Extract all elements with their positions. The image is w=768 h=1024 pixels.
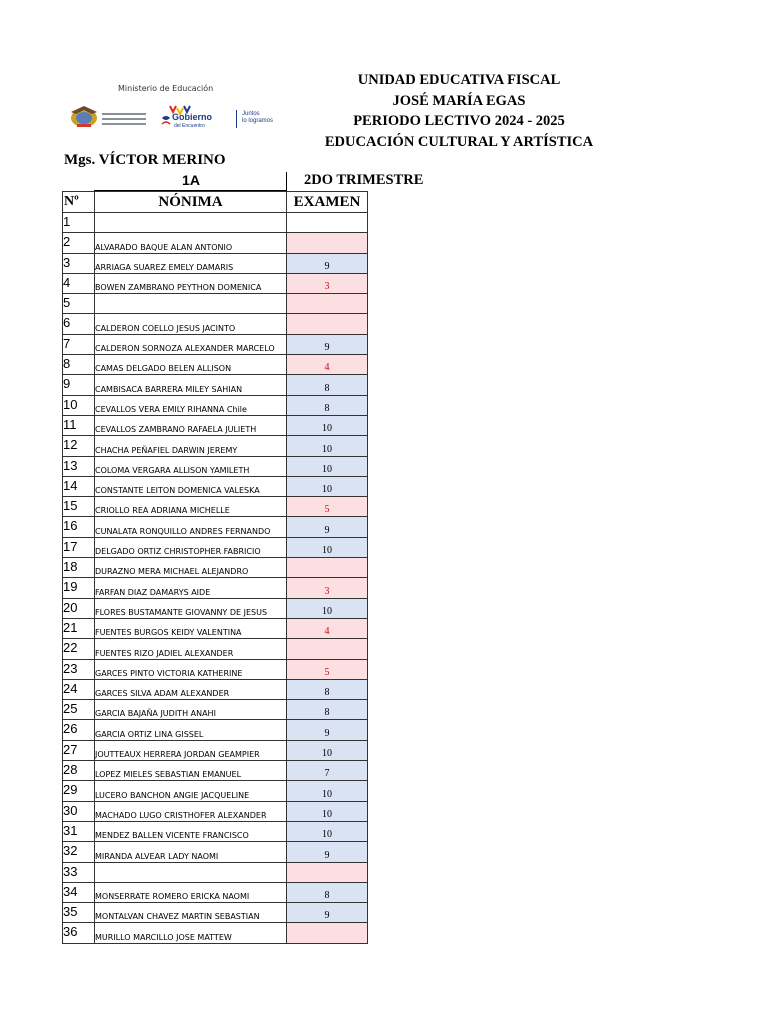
exam-grade: 3 bbox=[287, 273, 368, 293]
row-number: 21 bbox=[63, 618, 95, 638]
row-number: 25 bbox=[63, 700, 95, 720]
exam-grade: 9 bbox=[287, 720, 368, 740]
student-name: CAMBISACA BARRERA MILEY SAHIAN bbox=[95, 375, 287, 395]
table-row bbox=[63, 801, 368, 821]
exam-grade bbox=[287, 213, 368, 233]
student-name: MURILLO MARCILLO JOSE MATTEW bbox=[95, 923, 287, 943]
header-name: NÓNIMA bbox=[95, 192, 287, 213]
student-name: BOWEN ZAMBRANO PEYTHON DOMENICA bbox=[95, 273, 287, 293]
motto bbox=[242, 111, 273, 125]
exam-grade bbox=[287, 233, 368, 253]
row-number: 16 bbox=[63, 517, 95, 537]
table-row bbox=[63, 213, 368, 233]
row-number: 8 bbox=[63, 355, 95, 375]
row-number: 7 bbox=[63, 334, 95, 354]
exam-grade: 4 bbox=[287, 618, 368, 638]
subject-name: EDUCACIÓN CULTURAL Y ARTÍSTICA bbox=[324, 133, 594, 150]
student-name bbox=[95, 862, 287, 882]
school-type: UNIDAD EDUCATIVA FISCAL bbox=[357, 72, 561, 88]
exam-grade: 10 bbox=[287, 598, 368, 618]
course-label: 1A bbox=[182, 172, 200, 188]
student-name: GARCIA ORTIZ LINA GISSEL bbox=[95, 720, 287, 740]
republic-label-lines bbox=[102, 110, 146, 128]
table-row bbox=[63, 517, 368, 537]
exam-grade bbox=[287, 923, 368, 943]
student-name: GARCES PINTO VICTORIA KATHERINE bbox=[95, 659, 287, 679]
exam-grade: 10 bbox=[287, 821, 368, 841]
row-number: 24 bbox=[63, 679, 95, 699]
exam-grade: 10 bbox=[287, 740, 368, 760]
table-row bbox=[63, 578, 368, 598]
header-number: Nº bbox=[63, 192, 95, 213]
grades-body bbox=[63, 213, 368, 944]
row-number: 6 bbox=[63, 314, 95, 334]
exam-grade: 8 bbox=[287, 375, 368, 395]
motto-line: Juntos bbox=[242, 111, 260, 117]
student-name: CEVALLOS ZAMBRANO RAFAELA JULIETH bbox=[95, 415, 287, 435]
row-number: 1 bbox=[63, 213, 95, 233]
table-row bbox=[63, 273, 368, 293]
student-name: MONTALVAN CHAVEZ MARTIN SEBASTIAN bbox=[95, 903, 287, 923]
student-name: GARCIA BAJAÑA JUDITH ANAHI bbox=[95, 700, 287, 720]
table-row bbox=[63, 903, 368, 923]
exam-grade: 9 bbox=[287, 253, 368, 273]
student-name: CALDERON SORNOZA ALEXANDER MARCELO bbox=[95, 334, 287, 354]
exam-grade: 9 bbox=[287, 842, 368, 862]
exam-grade: 10 bbox=[287, 781, 368, 801]
table-row bbox=[63, 233, 368, 253]
table-row bbox=[63, 639, 368, 659]
row-number: 11 bbox=[63, 415, 95, 435]
student-name: CRIOLLO REA ADRIANA MICHELLE bbox=[95, 497, 287, 517]
table-row bbox=[63, 700, 368, 720]
header-exam: EXAMEN bbox=[287, 192, 368, 213]
row-number: 33 bbox=[63, 862, 95, 882]
student-name: FUENTES RIZO JADIEL ALEXANDER bbox=[95, 639, 287, 659]
header-divider bbox=[286, 172, 287, 192]
student-name: CEVALLOS VERA EMILY RIHANNA Chile bbox=[95, 395, 287, 415]
student-name: COLOMA VERGARA ALLISON YAMILETH bbox=[95, 456, 287, 476]
exam-grade: 8 bbox=[287, 700, 368, 720]
exam-grade: 9 bbox=[287, 517, 368, 537]
ministry-label: Ministerio de Educación bbox=[118, 84, 214, 93]
table-row bbox=[63, 415, 368, 435]
exam-grade: 10 bbox=[287, 415, 368, 435]
row-number: 10 bbox=[63, 395, 95, 415]
student-name: DURAZNO MERA MICHAEL ALEJANDRO bbox=[95, 558, 287, 578]
table-row bbox=[63, 781, 368, 801]
student-name bbox=[95, 294, 287, 314]
exam-grade bbox=[287, 294, 368, 314]
institution-logos bbox=[66, 84, 306, 134]
table-row bbox=[63, 334, 368, 354]
exam-grade: 10 bbox=[287, 476, 368, 496]
student-name: FLORES BUSTAMANTE GIOVANNY DE JESUS bbox=[95, 598, 287, 618]
row-number: 17 bbox=[63, 537, 95, 557]
table-row bbox=[63, 395, 368, 415]
exam-grade: 3 bbox=[287, 578, 368, 598]
exam-grade: 5 bbox=[287, 659, 368, 679]
student-name: LOPEZ MIELES SEBASTIAN EMANUEL bbox=[95, 761, 287, 781]
gobierno-sub: del Encuentro bbox=[174, 123, 205, 129]
row-number: 22 bbox=[63, 639, 95, 659]
exam-grade: 10 bbox=[287, 801, 368, 821]
exam-grade: 9 bbox=[287, 334, 368, 354]
table-row bbox=[63, 761, 368, 781]
document-header bbox=[300, 70, 618, 152]
exam-grade bbox=[287, 862, 368, 882]
exam-grade bbox=[287, 639, 368, 659]
row-number: 20 bbox=[63, 598, 95, 618]
table-row bbox=[63, 720, 368, 740]
table-row bbox=[63, 862, 368, 882]
table-row bbox=[63, 375, 368, 395]
student-name: ARRIAGA SUAREZ EMELY DAMARIS bbox=[95, 253, 287, 273]
table-row bbox=[63, 558, 368, 578]
student-name: CUNALATA RONQUILLO ANDRES FERNANDO bbox=[95, 517, 287, 537]
term-label: 2DO TRIMESTRE bbox=[304, 172, 424, 188]
row-number: 13 bbox=[63, 456, 95, 476]
exam-grade: 8 bbox=[287, 395, 368, 415]
teacher-name: Mgs. VÍCTOR MERINO bbox=[64, 152, 226, 168]
row-number: 27 bbox=[63, 740, 95, 760]
row-number: 18 bbox=[63, 558, 95, 578]
exam-grade bbox=[287, 314, 368, 334]
row-number: 26 bbox=[63, 720, 95, 740]
table-row bbox=[63, 456, 368, 476]
grades-table bbox=[62, 191, 368, 944]
table-row bbox=[63, 618, 368, 638]
row-number: 4 bbox=[63, 273, 95, 293]
motto-line: lo logramos bbox=[242, 118, 274, 124]
ecuador-seal-icon bbox=[68, 104, 100, 130]
table-row bbox=[63, 253, 368, 273]
student-name: CHACHA PEÑAFIEL DARWIN JEREMY bbox=[95, 436, 287, 456]
row-number: 19 bbox=[63, 578, 95, 598]
student-name: FARFAN DIAZ DAMARYS AIDE bbox=[95, 578, 287, 598]
table-row bbox=[63, 740, 368, 760]
row-number: 14 bbox=[63, 476, 95, 496]
table-row bbox=[63, 679, 368, 699]
table-row bbox=[63, 294, 368, 314]
student-name: FUENTES BURGOS KEIDY VALENTINA bbox=[95, 618, 287, 638]
exam-grade: 10 bbox=[287, 436, 368, 456]
student-name: GARCES SILVA ADAM ALEXANDER bbox=[95, 679, 287, 699]
row-number: 30 bbox=[63, 801, 95, 821]
table-row bbox=[63, 842, 368, 862]
table-row bbox=[63, 436, 368, 456]
row-number: 29 bbox=[63, 781, 95, 801]
table-row bbox=[63, 476, 368, 496]
row-number: 28 bbox=[63, 761, 95, 781]
table-row bbox=[63, 497, 368, 517]
school-name: JOSÉ MARÍA EGAS bbox=[392, 92, 526, 109]
exam-grade: 10 bbox=[287, 456, 368, 476]
table-row bbox=[63, 314, 368, 334]
logo-divider bbox=[236, 110, 237, 128]
student-name: CAMAS DELGADO BELEN ALLISON bbox=[95, 355, 287, 375]
table-row bbox=[63, 537, 368, 557]
student-name: MACHADO LUGO CRISTHOFER ALEXANDER bbox=[95, 801, 287, 821]
row-number: 12 bbox=[63, 436, 95, 456]
student-name: CALDERON COELLO JESUS JACINTO bbox=[95, 314, 287, 334]
table-header-row bbox=[63, 192, 368, 213]
row-number: 32 bbox=[63, 842, 95, 862]
exam-grade: 7 bbox=[287, 761, 368, 781]
row-number: 31 bbox=[63, 821, 95, 841]
exam-grade: 8 bbox=[287, 679, 368, 699]
gobierno-word: Gobierno bbox=[172, 112, 212, 122]
exam-grade: 10 bbox=[287, 537, 368, 557]
exam-grade: 9 bbox=[287, 903, 368, 923]
student-name: CONSTANTE LEITON DOMENICA VALESKA bbox=[95, 476, 287, 496]
exam-grade: 8 bbox=[287, 882, 368, 902]
exam-grade bbox=[287, 558, 368, 578]
row-number: 15 bbox=[63, 497, 95, 517]
table-row bbox=[63, 659, 368, 679]
student-name: MENDEZ BALLEN VICENTE FRANCISCO bbox=[95, 821, 287, 841]
student-name: MIRANDA ALVEAR LADY NAOMI bbox=[95, 842, 287, 862]
exam-grade: 4 bbox=[287, 355, 368, 375]
exam-grade: 5 bbox=[287, 497, 368, 517]
table-row bbox=[63, 598, 368, 618]
row-number: 5 bbox=[63, 294, 95, 314]
table-row bbox=[63, 355, 368, 375]
row-number: 35 bbox=[63, 903, 95, 923]
student-name: ALVARADO BAQUE ALAN ANTONIO bbox=[95, 233, 287, 253]
table-row bbox=[63, 882, 368, 902]
student-name: MONSERRATE ROMERO ERICKA NAOMI bbox=[95, 882, 287, 902]
row-number: 2 bbox=[63, 233, 95, 253]
row-number: 36 bbox=[63, 923, 95, 943]
row-number: 9 bbox=[63, 375, 95, 395]
student-name: LUCERO BANCHON ANGIE JACQUELINE bbox=[95, 781, 287, 801]
row-number: 34 bbox=[63, 882, 95, 902]
table-row bbox=[63, 821, 368, 841]
school-period: PERIODO LECTIVO 2024 - 2025 bbox=[353, 113, 565, 129]
student-name: JOUTTEAUX HERRERA JORDAN GEAMPIER bbox=[95, 740, 287, 760]
student-name bbox=[95, 213, 287, 233]
row-number: 3 bbox=[63, 253, 95, 273]
student-name: DELGADO ORTIZ CHRISTOPHER FABRICIO bbox=[95, 537, 287, 557]
row-number: 23 bbox=[63, 659, 95, 679]
table-row bbox=[63, 923, 368, 943]
